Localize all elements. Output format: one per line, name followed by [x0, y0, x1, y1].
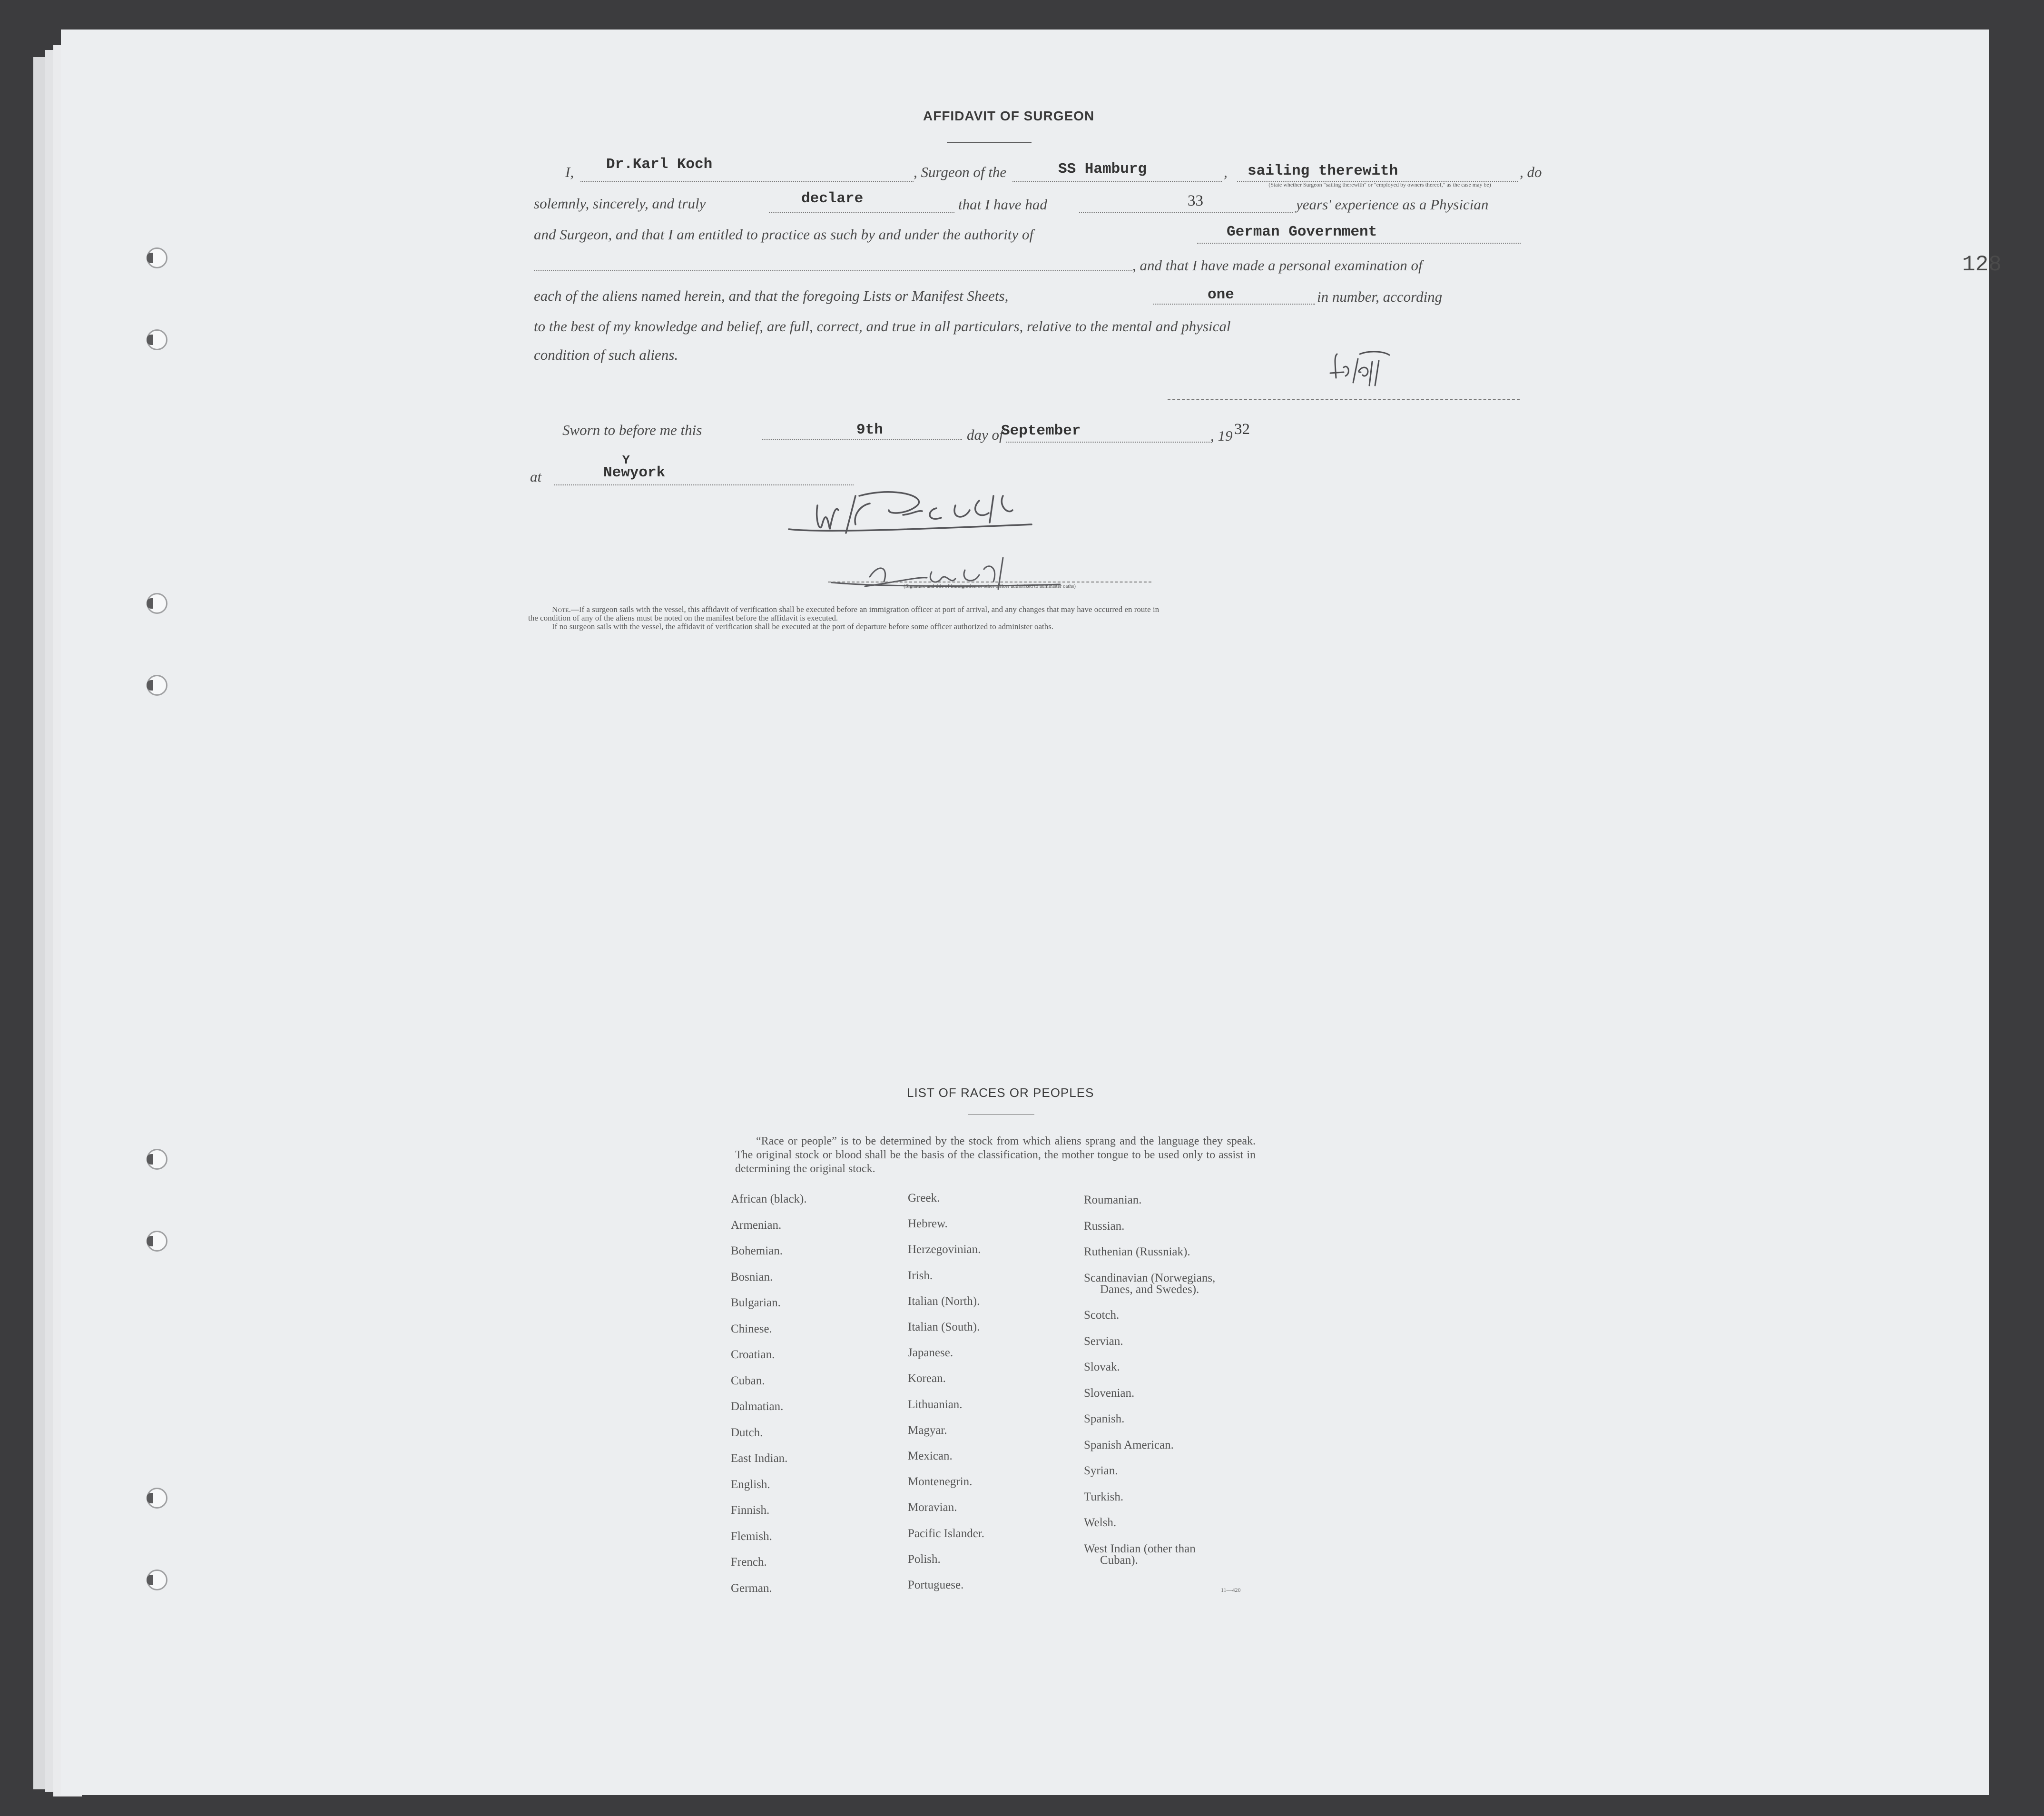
- sheets-count: one: [1208, 286, 1234, 303]
- binder-hole: [147, 329, 167, 350]
- race-item: Hebrew.: [908, 1217, 948, 1231]
- surgeon-signature: [1250, 345, 1479, 397]
- binder-hole: [147, 1488, 167, 1509]
- race-item: Flemish.: [731, 1530, 772, 1543]
- line2-lead: solemnly, sincerely, and truly: [534, 195, 706, 212]
- race-item: East Indian.: [731, 1452, 788, 1465]
- oath-word: declare: [801, 190, 864, 207]
- sailing-status: sailing therewith: [1248, 163, 1398, 179]
- race-item: Danes, and Swedes).: [1100, 1283, 1199, 1296]
- oath-line: [769, 212, 954, 213]
- race-item: Scotch.: [1084, 1309, 1120, 1322]
- race-item: Italian (South).: [908, 1321, 980, 1333]
- line2-mid: that I have had: [958, 196, 1047, 213]
- race-item: Syrian.: [1084, 1464, 1118, 1477]
- ship-name: SS Hamburg: [1058, 161, 1147, 178]
- binder-hole: [147, 593, 167, 614]
- line6: to the best of my knowledge and belief, are full, correct, and true in all particulars, relative to the mental and physical: [534, 318, 1231, 335]
- sworn-year-suffix: 32: [1234, 421, 1250, 438]
- race-item: Pacific Islander.: [908, 1527, 985, 1540]
- officer-signature: [775, 477, 1117, 620]
- race-item: Magyar.: [908, 1423, 947, 1437]
- race-item: Italian (North).: [908, 1294, 980, 1308]
- line2-end: years' experience as a Physician: [1296, 196, 1489, 213]
- race-item: Scandinavian (Norwegians,: [1084, 1271, 1216, 1284]
- month-line: [1006, 442, 1210, 443]
- race-item: German.: [731, 1581, 772, 1595]
- race-item: Bosnian.: [731, 1270, 773, 1283]
- sworn-month: September: [1001, 423, 1081, 439]
- note-label: Note.: [552, 605, 571, 614]
- line4-end: , and that I have made a personal examination of: [1132, 257, 1423, 274]
- race-item: Slovak.: [1084, 1361, 1120, 1373]
- race-item: Slovenian.: [1084, 1386, 1135, 1400]
- race-item: Servian.: [1084, 1334, 1123, 1348]
- authority-line: [1197, 243, 1521, 244]
- race-item: Roumanian.: [1084, 1194, 1142, 1206]
- document-page: [61, 30, 2002, 1795]
- race-item: Herzegovinian.: [908, 1243, 981, 1256]
- sworn-lead: Sworn to before me this: [562, 422, 702, 438]
- line5-end: in number, according: [1317, 288, 1443, 305]
- sailing-status-hint: (State whether Surgeon "sailing therewith" or "employed by owners thereof," as the case may be): [1268, 181, 1491, 188]
- line3-lead: and Surgeon, and that I am entitled to practice as such by and under the authority of: [534, 226, 1034, 243]
- line1-lead: I,: [565, 164, 574, 180]
- day-line: [762, 439, 962, 440]
- note-line1: [552, 605, 1159, 614]
- line5-lead: each of the aliens named herein, and that the foregoing Lists or Manifest Sheets,: [534, 287, 1009, 304]
- note-line3: If no surgeon sails with the vessel, the affidavit of verification shall be executed at the port of departure before some officer authorized to administer oaths.: [552, 622, 1054, 631]
- affidavit-title: AFFIDAVIT OF SURGEON: [923, 109, 1095, 123]
- race-item: Japanese.: [908, 1346, 953, 1360]
- races-title: LIST OF RACES OR PEOPLES: [907, 1086, 1094, 1100]
- races-intro: “Race or people” is to be determined by the stock from which aliens sprang and the language they speak. The original stock or blood shall be the basis of the classification, the mother tongue to be used only to assist in determining the original stock.: [735, 1135, 1256, 1175]
- sworn-year-prefix: , 19: [1210, 427, 1233, 444]
- race-item: Spanish American.: [1084, 1438, 1174, 1451]
- officer-caption: (Signature and title of immigration or other officer authorized to administer oaths): [904, 583, 1076, 589]
- title-underline: [947, 142, 1032, 143]
- line7: condition of such aliens.: [534, 346, 678, 363]
- years-line: [1079, 212, 1293, 213]
- race-item: Spanish.: [1084, 1412, 1125, 1425]
- sheets-line: [1153, 304, 1315, 305]
- race-item: African (black).: [731, 1193, 807, 1205]
- line1-comma: ,: [1224, 164, 1228, 180]
- race-item: Russian.: [1084, 1219, 1125, 1233]
- binder-hole: [147, 1569, 167, 1590]
- race-item: Turkish.: [1084, 1490, 1124, 1503]
- line1-end: , do: [1520, 164, 1542, 180]
- race-item: Irish.: [908, 1269, 933, 1282]
- ship-line: [1012, 181, 1222, 182]
- race-item: Greek.: [908, 1192, 940, 1204]
- sworn-place: Newyork: [603, 464, 666, 481]
- race-item: Croatian.: [731, 1348, 775, 1361]
- surgeon-name-line: [580, 181, 914, 182]
- authority: German Government: [1227, 224, 1377, 240]
- race-item: Dalmatian.: [731, 1400, 784, 1413]
- race-item: Moravian.: [908, 1501, 957, 1514]
- sworn-day-of: day of: [967, 426, 1003, 443]
- binder-hole: [147, 675, 167, 696]
- race-item: Ruthenian (Russniak).: [1084, 1245, 1190, 1258]
- years-value: 33: [1188, 192, 1203, 209]
- sworn-day: 9th: [856, 422, 883, 438]
- race-item: Cuban.: [731, 1374, 765, 1387]
- surgeon-name: Dr.Karl Koch: [606, 156, 713, 173]
- surgeon-signature-line: [1168, 399, 1520, 400]
- sworn-at: at: [530, 468, 542, 485]
- line1-mid: , Surgeon of the: [914, 164, 1007, 180]
- race-item: Korean.: [908, 1372, 946, 1385]
- race-item: English.: [731, 1478, 770, 1491]
- race-item: Montenegrin.: [908, 1475, 973, 1489]
- note-line1-text: —If a surgeon sails with the vessel, this affidavit of verification shall be executed before an immigration officer at port of arrival, and any changes that may have occurred en route in: [570, 605, 1160, 614]
- race-item: Mexican.: [908, 1450, 953, 1462]
- place-insert: Y: [622, 453, 630, 467]
- binder-hole: [147, 247, 167, 268]
- race-item: Polish.: [908, 1552, 941, 1566]
- form-code: 11—420: [1221, 1587, 1241, 1593]
- race-item: Welsh.: [1084, 1516, 1117, 1529]
- race-item: Finnish.: [731, 1504, 770, 1517]
- authority-continuation-line: [534, 270, 1132, 271]
- race-item: West Indian (other than: [1084, 1542, 1196, 1555]
- race-item: Chinese.: [731, 1322, 772, 1335]
- race-item: French.: [731, 1556, 767, 1569]
- page-number: 128: [1962, 252, 2002, 277]
- note-line2: the condition of any of the aliens must be noted on the manifest before the affidavit is executed.: [528, 613, 838, 622]
- race-item: Portuguese.: [908, 1579, 964, 1591]
- binder-hole: [147, 1149, 167, 1170]
- race-item: Lithuanian.: [908, 1398, 963, 1411]
- race-item: Bulgarian.: [731, 1296, 781, 1309]
- race-item: Dutch.: [731, 1426, 763, 1439]
- race-item: Bohemian.: [731, 1244, 783, 1257]
- race-item: Armenian.: [731, 1218, 782, 1232]
- race-item: Cuban).: [1100, 1553, 1138, 1567]
- binder-hole: [147, 1231, 167, 1252]
